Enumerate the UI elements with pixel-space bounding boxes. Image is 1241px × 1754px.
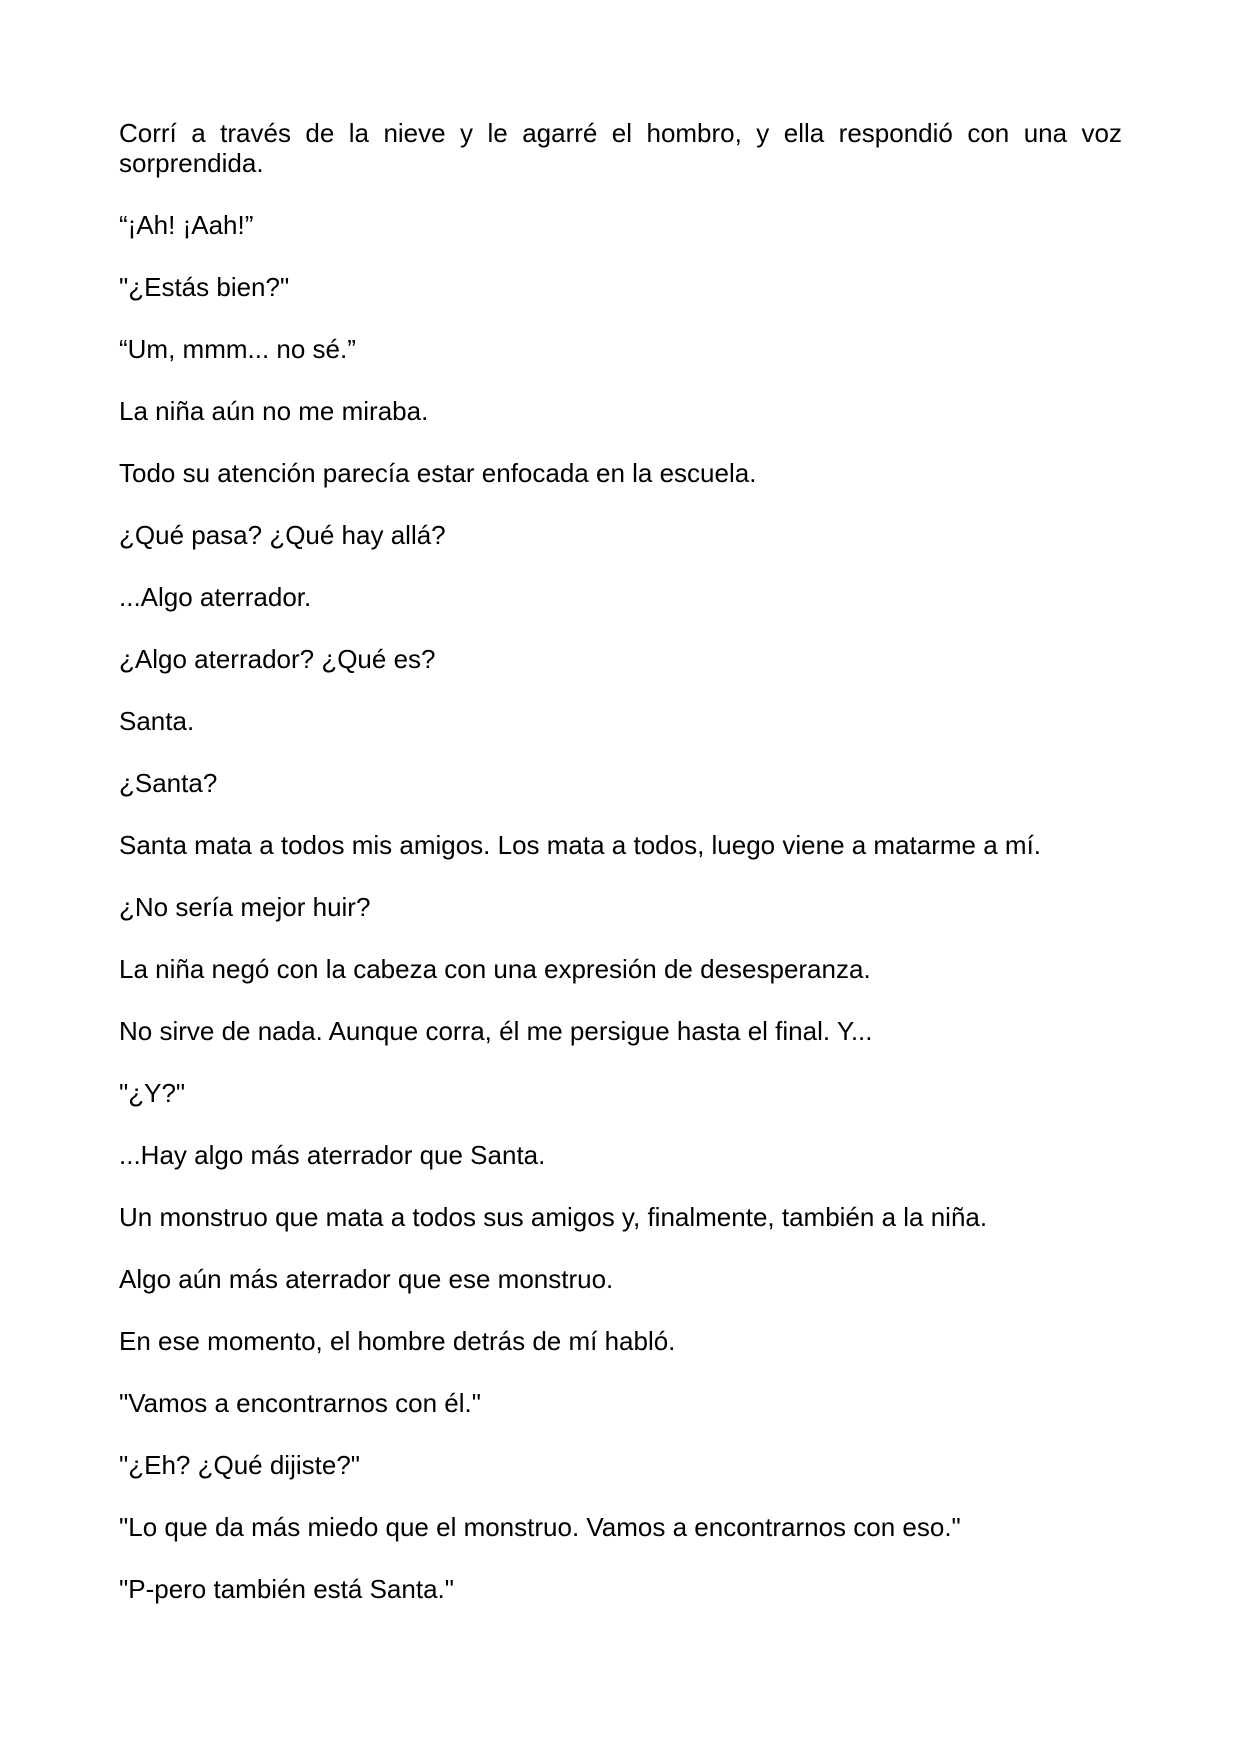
paragraph: "¿Eh? ¿Qué dijiste?"	[119, 1450, 361, 1480]
paragraph: Un monstruo que mata a todos sus amigos y, finalmente, también a la niña.	[119, 1202, 988, 1232]
paragraph: ¿No sería mejor huir?	[119, 892, 371, 922]
paragraph: La niña negó con la cabeza con una expresión de desesperanza.	[119, 954, 871, 984]
paragraph: "¿Estás bien?"	[119, 272, 290, 302]
paragraph: Santa.	[119, 706, 195, 736]
paragraph: “Um, mmm... no sé.”	[119, 334, 356, 364]
paragraph: "Vamos a encontrarnos con él."	[119, 1388, 481, 1418]
paragraph: Algo aún más aterrador que ese monstruo.	[119, 1264, 614, 1294]
paragraph: Santa mata a todos mis amigos. Los mata a todos, luego viene a matarme a mí.	[119, 830, 1042, 860]
paragraph: ¿Qué pasa? ¿Qué hay allá?	[119, 520, 446, 550]
paragraph: “¡Ah! ¡Aah!”	[119, 210, 254, 240]
paragraph: Todo su atención parecía estar enfocada en la escuela.	[119, 458, 757, 488]
paragraph: No sirve de nada. Aunque corra, él me persigue hasta el final. Y...	[119, 1016, 873, 1046]
paragraph: "Lo que da más miedo que el monstruo. Vamos a encontrarnos con eso."	[119, 1512, 961, 1542]
paragraph: "P-pero también está Santa."	[119, 1574, 454, 1604]
paragraph: La niña aún no me miraba.	[119, 396, 429, 426]
paragraph: Corrí a través de la nieve y le agarré el hombro, y ella respondió con una voz sorprendida.	[119, 118, 1130, 178]
paragraph: ...Algo aterrador.	[119, 582, 312, 612]
paragraph: ¿Santa?	[119, 768, 218, 798]
paragraph: ¿Algo aterrador? ¿Qué es?	[119, 644, 436, 674]
paragraph: En ese momento, el hombre detrás de mí habló.	[119, 1326, 676, 1356]
paragraph: "¿Y?"	[119, 1078, 186, 1108]
paragraph: ...Hay algo más aterrador que Santa.	[119, 1140, 546, 1170]
document-body	[119, 118, 1130, 1636]
